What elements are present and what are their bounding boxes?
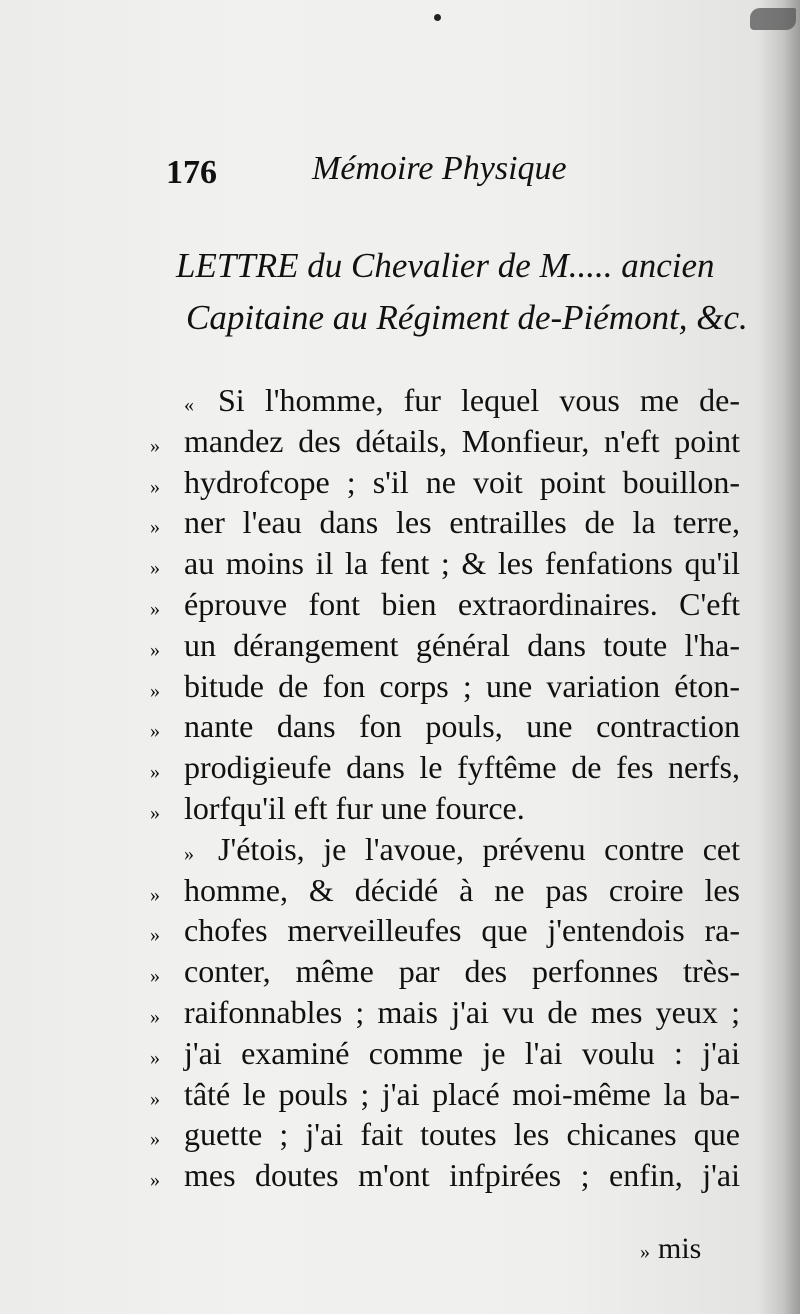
page-header (166, 150, 586, 200)
quote-mark: » (150, 434, 160, 457)
title-line-2: Capitaine au Régiment de-Piémont, &c. (186, 298, 748, 337)
line-text: Si l'homme, fur lequel vous me de- (218, 382, 740, 418)
line-text: bitude de fon corps ; une variation éton- (184, 667, 740, 704)
quote-mark: » (150, 1005, 160, 1028)
line-text: raifonnables ; mais j'ai vu de mes yeux ; (184, 993, 740, 1030)
text-line (150, 1155, 740, 1196)
letter-title (176, 240, 746, 344)
page-edge-shadow (756, 0, 800, 1314)
quote-mark: » (184, 842, 194, 865)
quote-mark: » (150, 720, 160, 743)
title-line-1: LETTRE du Chevalier de M..... ancien (176, 246, 715, 285)
quote-mark: » (150, 1046, 160, 1069)
quote-mark: » (150, 761, 160, 784)
line-text: éprouve font bien extraordinaires. C'eft (184, 585, 740, 622)
quote-mark: » (150, 1087, 160, 1110)
quote-mark: » (640, 1241, 650, 1263)
line-text: au moins il la fent ; & les fenfations qu'il (184, 545, 740, 582)
running-head: Mémoire Physique (312, 150, 567, 187)
text-line (150, 462, 740, 503)
quote-mark: » (150, 516, 160, 539)
corner-ink-mark (750, 8, 796, 30)
text-line (150, 666, 740, 707)
letter-body (150, 380, 740, 1196)
text-line (150, 421, 740, 462)
line-text: mandez des détails, Monfieur, n'eft point (184, 422, 740, 459)
line-text: ner l'eau dans les entrailles de la terre, (184, 504, 740, 541)
text-line (150, 1114, 740, 1155)
line-text: un dérangement général dans toute l'ha- (184, 626, 740, 663)
line-text: chofes merveilleufes que j'entendois ra- (184, 912, 740, 949)
text-line (150, 584, 740, 625)
line-text: conter, même par des perfonnes très- (184, 953, 740, 990)
quote-mark: » (150, 924, 160, 947)
quote-mark: » (150, 597, 160, 620)
line-text: guette ; j'ai fait toutes les chicanes que (184, 1116, 740, 1153)
catchword-text: mis (658, 1232, 702, 1265)
text-line (150, 870, 740, 911)
text-line (150, 625, 740, 666)
line-text: lorfqu'il eft fur une fource. (184, 789, 525, 826)
line-text: nante dans fon pouls, une contraction (184, 708, 740, 745)
page-number: 176 (166, 154, 217, 191)
text-line (150, 380, 740, 421)
quote-mark: « (184, 394, 194, 416)
text-line (150, 910, 740, 951)
line-text: mes doutes m'ont infpirées ; enfin, j'ai (184, 1157, 740, 1194)
text-line (150, 747, 740, 788)
quote-mark: » (150, 475, 160, 498)
text-line (150, 829, 740, 870)
quote-mark: » (150, 638, 160, 661)
text-line (150, 1033, 740, 1074)
line-text: prodigieufe dans le fyftême de fes nerfs, (184, 749, 740, 786)
line-text: J'étois, je l'avoue, prévenu contre cet (218, 830, 740, 867)
line-text: j'ai examiné comme je l'ai voulu : j'ai (184, 1034, 740, 1071)
quote-mark: » (150, 1169, 160, 1192)
quote-mark: » (150, 557, 160, 580)
quote-mark: » (150, 1128, 160, 1151)
line-text: tâté le pouls ; j'ai placé moi-même la ba- (184, 1075, 740, 1112)
text-line (150, 788, 740, 829)
quote-mark: » (150, 801, 160, 824)
quote-mark: » (150, 679, 160, 702)
text-line (150, 502, 740, 543)
text-line (150, 543, 740, 584)
line-text: homme, & décidé à ne pas croire les (184, 871, 740, 908)
catchword (640, 1232, 701, 1266)
text-line (150, 1074, 740, 1115)
quote-mark: » (150, 883, 160, 906)
line-text: hydrofcope ; s'il ne voit point bouillon- (184, 463, 740, 500)
text-line (150, 706, 740, 747)
ink-dot (434, 14, 441, 21)
text-line (150, 992, 740, 1033)
quote-mark: » (150, 965, 160, 988)
text-line (150, 951, 740, 992)
